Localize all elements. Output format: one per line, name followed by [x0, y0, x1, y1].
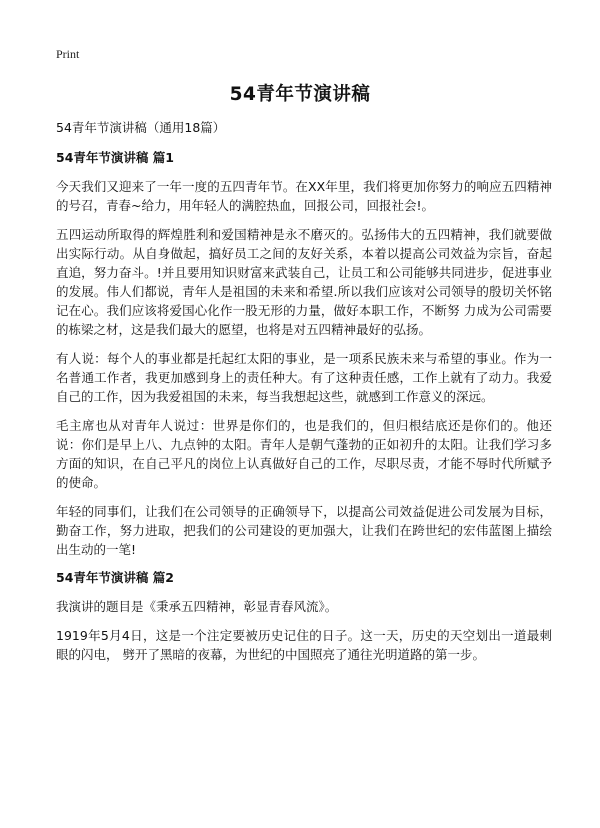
paragraph: 今天我们又迎来了一年一度的五四青年节。在XX年里，我们将更加你努力的响应五四精神的号召，青春~给力，用年轻人的满腔热血，回报公司，回报社会!。 — [56, 179, 552, 213]
paragraph: 毛主席也从对青年人说过：世界是你们的，也是我们的，但归根结底还是你们的。他还说：你们是早上八、九点钟的太阳。青年人是朝气蓬勃的正如初升的太阳。让我们学习多方面的知识，在自己平凡的岗位上认真做好自己的工作，尽职尽责，才能不辱时代所赋予的使命。 — [56, 418, 552, 490]
document-subtitle: 54青年节演讲稿（通用18篇） — [56, 120, 226, 135]
document-title: 54青年节演讲稿 — [229, 84, 371, 105]
paragraph: 有人说：每个人的事业都是托起红太阳的事业，是一项系民族未来与希望的事业。作为一名普通工作者，我更加感到身上的责任种大。有了这种责任感，工作上就有了动力。我爱自己的工作，因为我爱祖国的未来，每当我想起这些，就感到工作意义的深远。 — [56, 351, 552, 404]
print-link[interactable]: Print — [56, 47, 80, 61]
paragraph: 五四运动所取得的辉煌胜利和爱国精神是永不磨灭的。弘扬伟大的五四精神，我们就要做出实际行动。从自身做起，搞好员工之间的友好关系，本着以提高公司效益为宗旨，奋起直追，努力奋斗。!并且要用知识财富来武装自己，让员工和公司能够共同进步，促进事业的发展。伟人们都说，青年人是祖国的未来和希望.所以我们应该对公司领导的殷切关怀铭记在心。我们应该将爱国心化作一股无形的力量，做好本职工作，不断努 力成为公司需要的栋梁之材，这是我们最大的愿望，也将是对五四精神最好的弘扬。 — [56, 227, 552, 337]
section-heading-1: 54青年节演讲稿 篇1 — [56, 150, 174, 165]
document-body — [56, 119, 552, 664]
section-heading-2: 54青年节演讲稿 篇2 — [56, 570, 174, 585]
paragraph: 年轻的同事们，让我们在公司领导的正确领导下，以提高公司效益促进公司发展为目标，勤奋工作，努力进取，把我们的公司建设的更加强大，让我们在跨世纪的宏伟蓝图上描绘出生动的一笔! — [56, 504, 552, 557]
paragraph: 1919年5月4日，这是一个注定要被历史记住的日子。这一天，历史的天空划出一道最刺眼的闪电， 劈开了黑暗的夜幕，为世纪的中国照亮了通往光明道路的第一步。 — [56, 628, 552, 662]
paragraph: 我演讲的题目是《秉承五四精神，彰显青春风流》。 — [56, 599, 338, 614]
